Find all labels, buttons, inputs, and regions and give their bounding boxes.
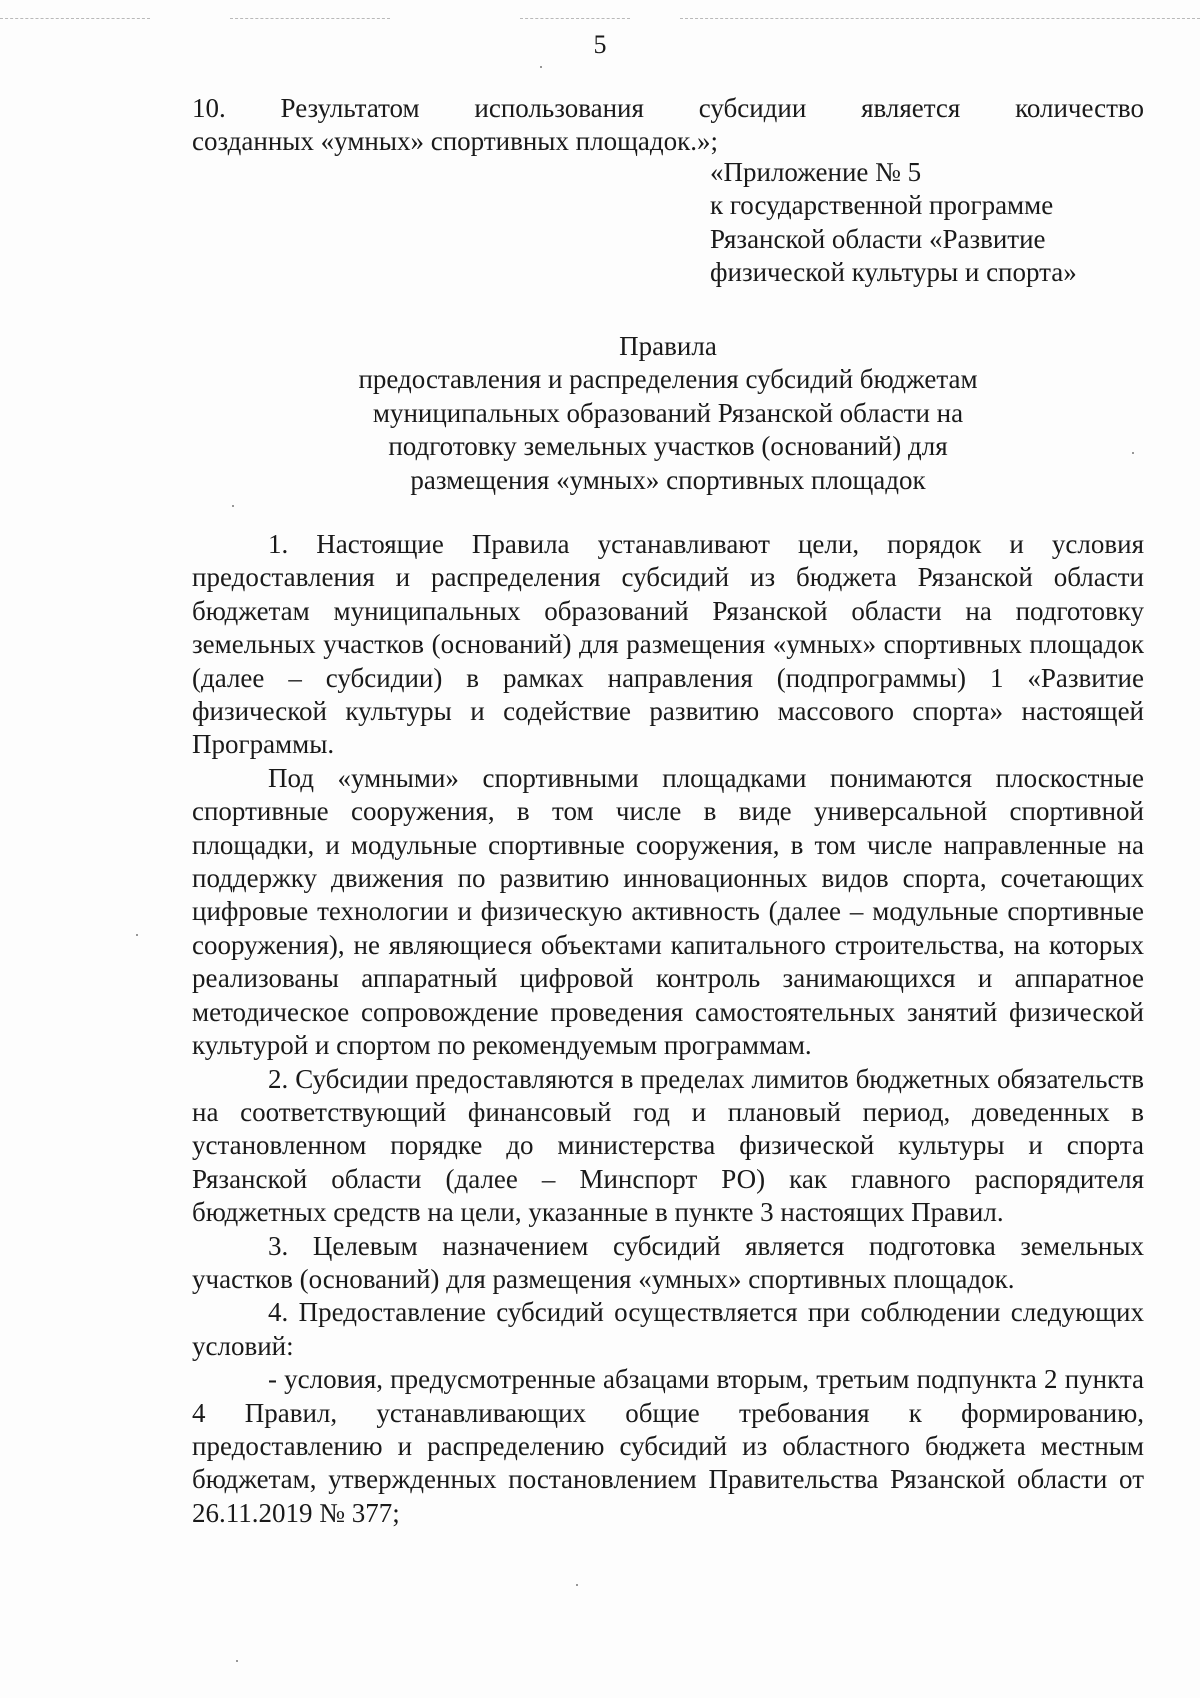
appendix-line: «Приложение № 5	[710, 157, 922, 187]
scan-edge-artifact	[520, 18, 630, 19]
scan-edge-artifact	[680, 18, 1200, 19]
document-title	[192, 330, 1144, 497]
paragraph-6: - условия, предусмотренные абзацами вторым, третьим подпункта 2 пункта 4 Правил, устанавливающих общие требования к формированию, предоставлению и распределению субсидий из областного бюджета местным бюджетам, утвержденных постановлением Правительства Рязанской области от 26.11.2019 № 377;	[192, 1364, 1144, 1528]
paragraph-5: 4. Предоставление субсидий осуществляется при соблюдении следующих условий:	[192, 1297, 1144, 1361]
paragraph-4: 3. Целевым назначением субсидий является подготовка земельных участков (оснований) для размещения «умных» спортивных площадок.	[192, 1230, 1144, 1294]
scan-speck	[1132, 452, 1134, 454]
appendix-reference	[710, 156, 1130, 290]
title-line: подготовку земельных участков (оснований) для	[388, 431, 948, 462]
title-heading: Правила	[619, 331, 717, 361]
scan-edge-artifact	[0, 18, 150, 19]
paragraph-1: 1. Настоящие Правила устанавливают цели, порядок и условия предоставления и распределения субсидий из бюджета Рязанской области бюджетам муниципальных образований Рязанской области на подготовку земельных участков (оснований) для размещения «умных» спортивных площадок (далее – субсидии) в рамках направления (подпрограммы) 1 «Развитие физической культуры и содействие развитию массового спорта» настоящей Программы.	[192, 529, 1144, 760]
paragraph-3: 2. Субсидии предоставляются в пределах лимитов бюджетных обязательств на соответствующий финансовый год и плановый период, доведенных в установленном порядке до министерства физической культуры и спорта Рязанской области (далее – Минспорт РО) как главного распорядителя бюджетных средств на цели, указанные в пункте 3 настоящих Правил.	[192, 1063, 1144, 1228]
page-number: 5	[593, 30, 607, 59]
intro-line-2: созданных «умных» спортивных площадок.»;	[192, 126, 718, 157]
title-line: муниципальных образований Рязанской области на	[372, 397, 964, 428]
title-line: размещения «умных» спортивных площадок	[410, 464, 926, 495]
scan-speck	[576, 1584, 578, 1586]
paragraph-2: Под «умными» спортивными площадками понимаются плоскостные спортивные сооружения, в том числе в виде универсальной спортивной площадки, и модульные спортивные сооружения, в том числе направленные на поддержку движения по развитию инновационных видов спорта, сочетающих цифровые технологии и физическую активность (далее – модульные спортивные сооружения), не являющиеся объектами капитального строительства, на которых реализованы аппаратный цифровой контроль занимающихся и аппаратное методическое сопровождение проведения самостоятельных занятий физической культурой и спортом по рекомендуемым программам.	[192, 762, 1144, 1061]
body-text	[192, 528, 1144, 1530]
scan-speck	[540, 66, 542, 68]
intro-line-1: 10. Результатом использования субсидии является количество	[192, 93, 1144, 123]
appendix-line: к государственной программе	[710, 190, 1054, 221]
scan-speck	[236, 1660, 238, 1662]
title-line: предоставления и распределения субсидий бюджетам	[358, 364, 978, 395]
appendix-line: Рязанской области «Развитие	[710, 223, 1046, 254]
scan-edge-artifact	[230, 18, 390, 19]
appendix-line: физической культуры и спорта»	[710, 257, 1077, 288]
scan-speck	[232, 505, 234, 507]
scan-speck	[136, 934, 138, 936]
